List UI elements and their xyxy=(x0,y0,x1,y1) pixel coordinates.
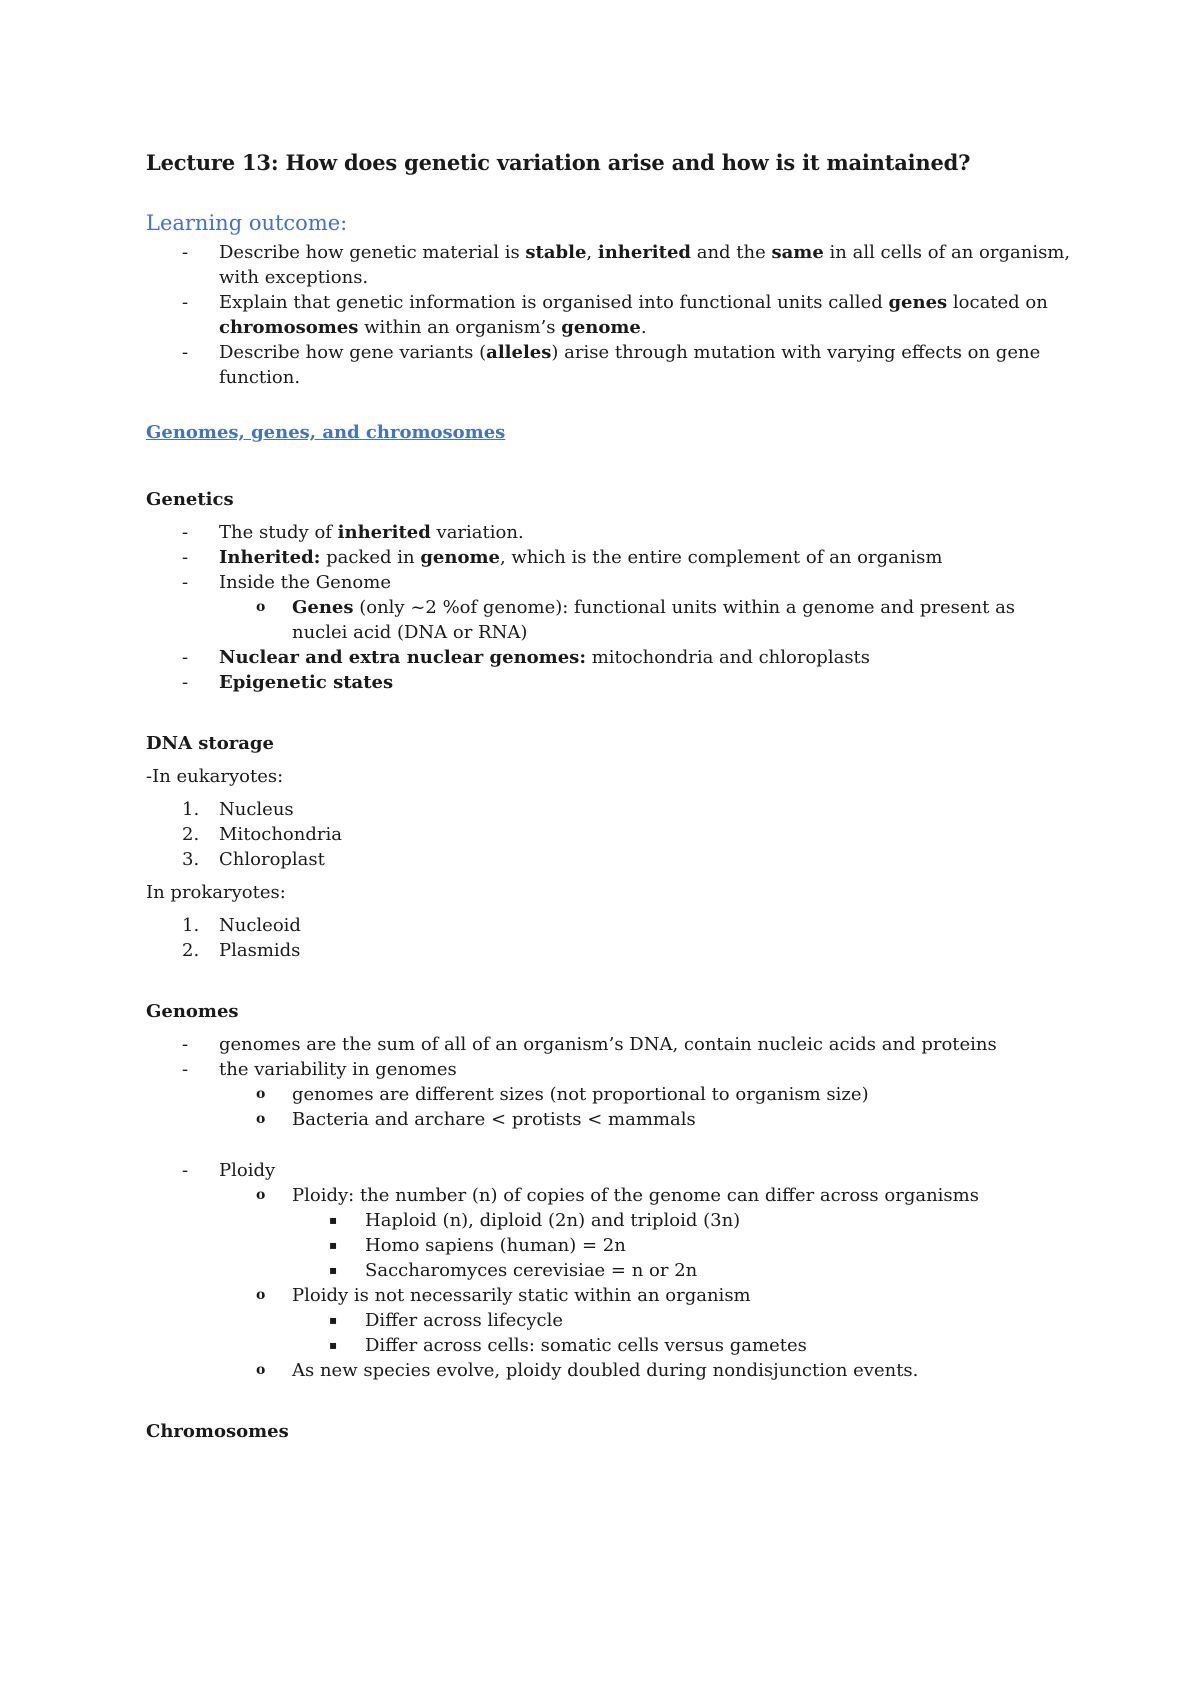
list-item: 2. Plasmids xyxy=(182,940,301,961)
dash-marker: - xyxy=(182,342,189,363)
list-item: - Explain that genetic information is organised into functional units called genes located on chromosomes within an organism’s genome. xyxy=(182,292,1048,338)
genetics-list xyxy=(146,520,1076,695)
prokaryotes-list xyxy=(146,913,1076,963)
list-item: - the variability in genomes xyxy=(182,1059,457,1080)
genetics-heading: Genetics xyxy=(146,489,234,510)
list-item: - Nuclear and extra nuclear genomes: mitochondria and chloroplasts xyxy=(182,647,871,668)
genomes-list xyxy=(146,1032,1076,1132)
learning-outcome-list xyxy=(146,240,1076,390)
learning-outcome-heading: Learning outcome: xyxy=(146,211,348,235)
list-item: 1. Nucleoid xyxy=(182,915,301,936)
section-link-genomes[interactable]: Genomes, genes, and chromosomes xyxy=(146,422,506,443)
dash-marker: - xyxy=(182,242,189,263)
prokaryotes-label: In prokaryotes: xyxy=(146,882,286,903)
genomes-heading: Genomes xyxy=(146,1001,239,1022)
list-item: - genomes are the sum of all of an organism’s DNA, contain nucleic acids and proteins xyxy=(182,1034,997,1055)
list-item: o As new species evolve, ploidy doubled during nondisjunction events. xyxy=(256,1360,919,1381)
page-title: Lecture 13: How does genetic variation arise and how is it maintained? xyxy=(146,150,971,175)
list-item: o Genes (only ~2 %of genome): functional units within a genome and present as nuclei acid (DNA or RNA) xyxy=(256,597,1016,643)
list-item: - Epigenetic states xyxy=(182,672,394,693)
list-item: ▪ Differ across lifecycle xyxy=(329,1310,563,1331)
list-item: o genomes are different sizes (not proportional to organism size) xyxy=(256,1084,869,1105)
ploidy-list xyxy=(146,1158,1076,1383)
list-item: ▪ Homo sapiens (human) = 2n xyxy=(329,1235,626,1256)
chromosomes-heading: Chromosomes xyxy=(146,1421,289,1442)
document-content xyxy=(146,150,1076,1452)
list-item: ▪ Haploid (n), diploid (2n) and triploid (3n) xyxy=(329,1210,741,1231)
list-item: ▪ Differ across cells: somatic cells versus gametes xyxy=(329,1335,807,1356)
list-item: - Inherited: packed in genome, which is the entire complement of an organism xyxy=(182,547,943,568)
list-item: o Ploidy: the number (n) of copies of the genome can differ across organisms xyxy=(256,1185,979,1206)
list-item: 2. Mitochondria xyxy=(182,824,342,845)
list-item: - Ploidy xyxy=(182,1160,276,1181)
list-item: 1. Nucleus xyxy=(182,799,294,820)
list-item: o Bacteria and archare < protists < mammals xyxy=(256,1109,696,1130)
list-item: - The study of inherited variation. xyxy=(182,522,524,543)
list-item: ▪ Saccharomyces cerevisiae = n or 2n xyxy=(329,1260,698,1281)
list-item: 3. Chloroplast xyxy=(182,849,325,870)
dna-storage-heading: DNA storage xyxy=(146,733,274,754)
list-item: - Describe how genetic material is stable, inherited and the same in all cells of an organism, with exceptions. xyxy=(182,242,1071,288)
eukaryotes-label: -In eukaryotes: xyxy=(146,766,284,787)
dash-marker: - xyxy=(182,292,189,313)
list-item: - Inside the Genome xyxy=(182,572,391,593)
list-item: o Ploidy is not necessarily static within an organism xyxy=(256,1285,751,1306)
eukaryotes-list xyxy=(146,797,1076,872)
list-item: - Describe how gene variants (alleles) arise through mutation with varying effects on gene function. xyxy=(182,342,1041,388)
